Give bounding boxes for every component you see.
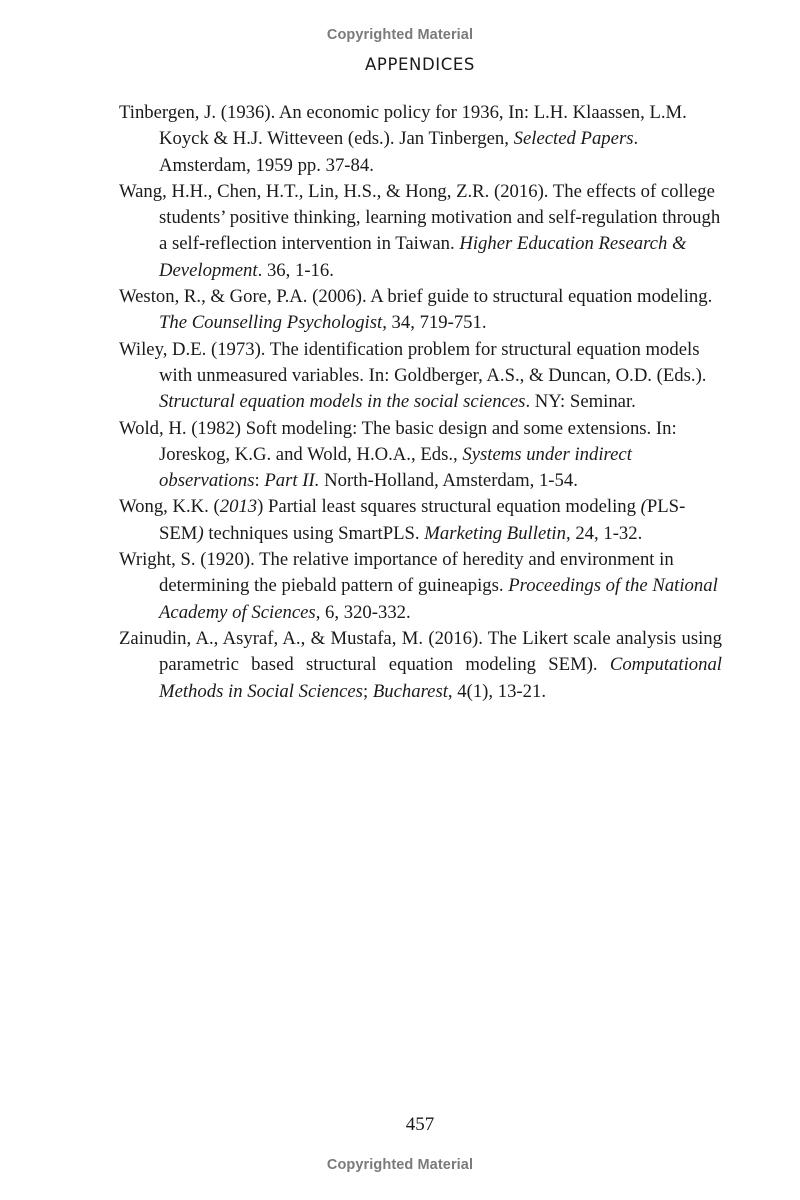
- reference-tinbergen-1936: Tinbergen, J. (1936). An economic policy for 1936, In: L.H. Klaassen, L.M. Koyck & H.J. Witteveen (eds.). Jan Tinbergen, Selected Papers. Amsterdam, 1959 pp. 37-84.: [119, 102, 687, 176]
- copyright-watermark-bottom: Copyrighted Material: [326, 1157, 474, 1173]
- page-number: 457: [405, 1114, 435, 1135]
- reference-wright-1920: Wright, S. (1920). The relative importance of heredity and environment in determining the piebald pattern of guineapigs. Proceedings of the National Academy of Sciences, 6, 320-332.: [119, 549, 718, 623]
- copyright-watermark-top: Copyrighted Material: [326, 27, 474, 43]
- reference-wiley-1973: Wiley, D.E. (1973). The identification problem for structural equation models with unmeasured variables. In: Goldberger, A.S., & Duncan, O.D. (Eds.). Structural equation models in the social sciences. NY: Seminar.: [119, 338, 707, 413]
- reference-zainudin-2016: Zainudin, A., Asyraf, A., & Mustafa, M. (2016). The Likert scale analysis using parametric based structural equation modeling SEM). Computational Methods in Social Sciences; Bucharest, 4(1), 13-21.: [119, 627, 722, 702]
- running-head: APPENDICES: [365, 55, 475, 74]
- reference-weston-2006: Weston, R., & Gore, P.A. (2006). A brief guide to structural equation modeling. The Counselling Psychologist, 34, 719-751.: [119, 286, 713, 334]
- reference-wong-2013: Wong, K.K. (2013) Partial least squares structural equation modeling (PLS-SEM) techniques using SmartPLS. Marketing Bulletin, 24, 1-32.: [119, 496, 686, 544]
- reference-list: [119, 100, 722, 705]
- reference-wang-2016: Wang, H.H., Chen, H.T., Lin, H.S., & Hong, Z.R. (2016). The effects of college students’ positive thinking, learning motivation and self-regulation through a self-reflection intervention in Taiwan. Higher Education Research & Development. 36, 1-16.: [119, 180, 721, 281]
- reference-wold-1982: Wold, H. (1982) Soft modeling: The basic design and some extensions. In: Joreskog, K.G. and Wold, H.O.A., Eds., Systems under indirect observations: Part II. North-Holland, Amsterdam, 1-54.: [119, 417, 677, 492]
